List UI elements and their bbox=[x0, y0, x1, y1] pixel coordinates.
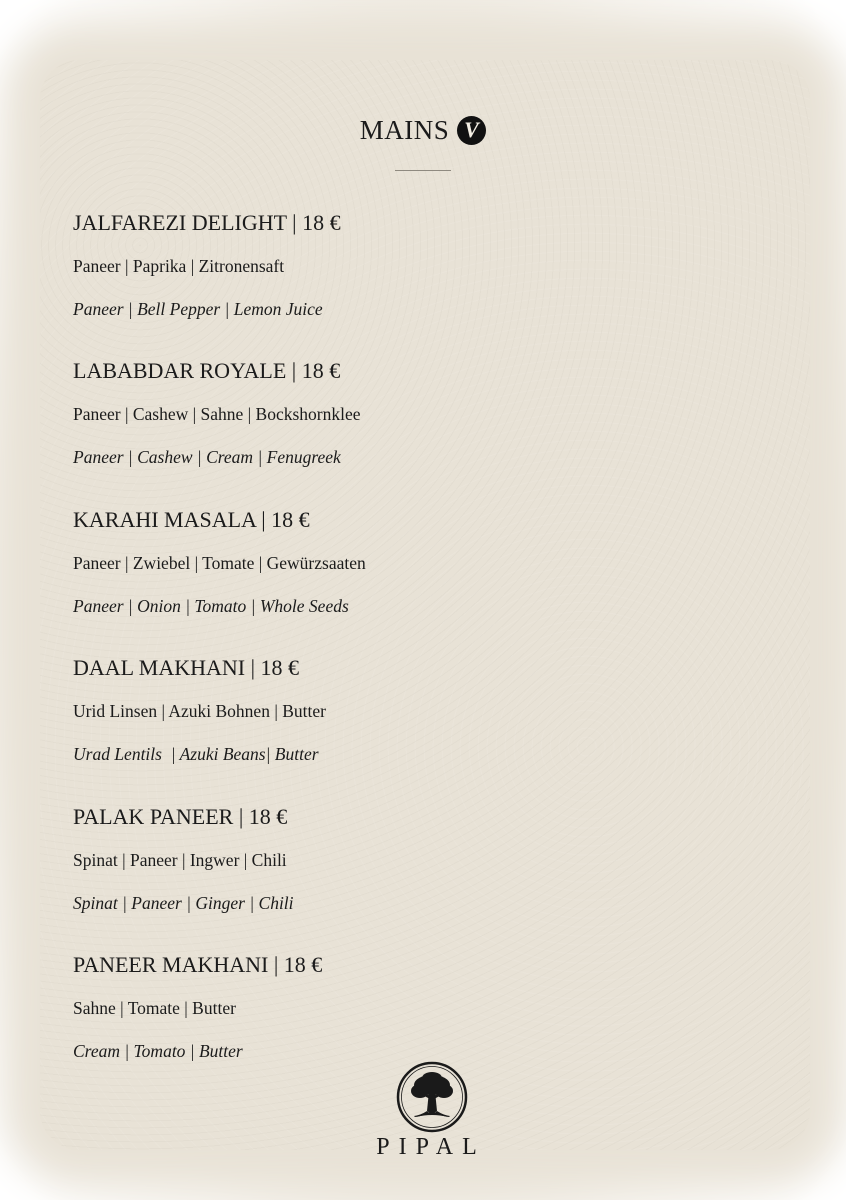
dish-ingredients-english: Paneer | Cashew | Cream | Fenugreek bbox=[73, 447, 341, 467]
dish-ingredients-english: Urad Lentils | Azuki Beans| Butter bbox=[73, 744, 319, 764]
dish-item bbox=[73, 655, 326, 764]
dish-ingredients-german: Urid Linsen | Azuki Bohnen | Butter bbox=[73, 701, 326, 721]
dish-name: LABABDAR ROYALE | 18 € bbox=[73, 358, 341, 383]
tree-of-life-icon bbox=[396, 1061, 468, 1133]
dish-name: JALFAREZI DELIGHT | 18 € bbox=[73, 210, 341, 235]
title-text: MAINS bbox=[359, 115, 450, 145]
dish-ingredients-english: Paneer | Onion | Tomato | Whole Seeds bbox=[73, 596, 349, 616]
brand-name: PIPAL bbox=[376, 1134, 486, 1160]
dish-name: DAAL MAKHANI | 18 € bbox=[73, 655, 300, 680]
dish-item bbox=[73, 358, 361, 467]
dish-item bbox=[73, 507, 366, 616]
dish-ingredients-english: Paneer | Bell Pepper | Lemon Juice bbox=[73, 299, 323, 319]
dish-ingredients-german: Paneer | Cashew | Sahne | Bockshornklee bbox=[73, 404, 361, 424]
dish-name: KARAHI MASALA | 18 € bbox=[73, 507, 310, 532]
dish-ingredients-german: Paneer | Zwiebel | Tomate | Gewürzsaaten bbox=[73, 553, 366, 573]
dish-ingredients-german: Sahne | Tomate | Butter bbox=[73, 998, 236, 1018]
dish-name: PALAK PANEER | 18 € bbox=[73, 804, 288, 829]
vegetarian-icon: V bbox=[457, 116, 486, 145]
dish-ingredients-german: Spinat | Paneer | Ingwer | Chili bbox=[73, 850, 287, 870]
dish-item bbox=[73, 210, 341, 319]
dish-item bbox=[73, 804, 294, 913]
title-divider bbox=[395, 170, 451, 171]
dish-ingredients-english: Cream | Tomato | Butter bbox=[73, 1041, 243, 1061]
dish-ingredients-german: Paneer | Paprika | Zitronensaft bbox=[73, 256, 285, 276]
dish-item bbox=[73, 952, 323, 1061]
page-title bbox=[0, 115, 846, 146]
dish-name: PANEER MAKHANI | 18 € bbox=[73, 952, 323, 977]
dish-ingredients-english: Spinat | Paneer | Ginger | Chili bbox=[73, 893, 294, 913]
